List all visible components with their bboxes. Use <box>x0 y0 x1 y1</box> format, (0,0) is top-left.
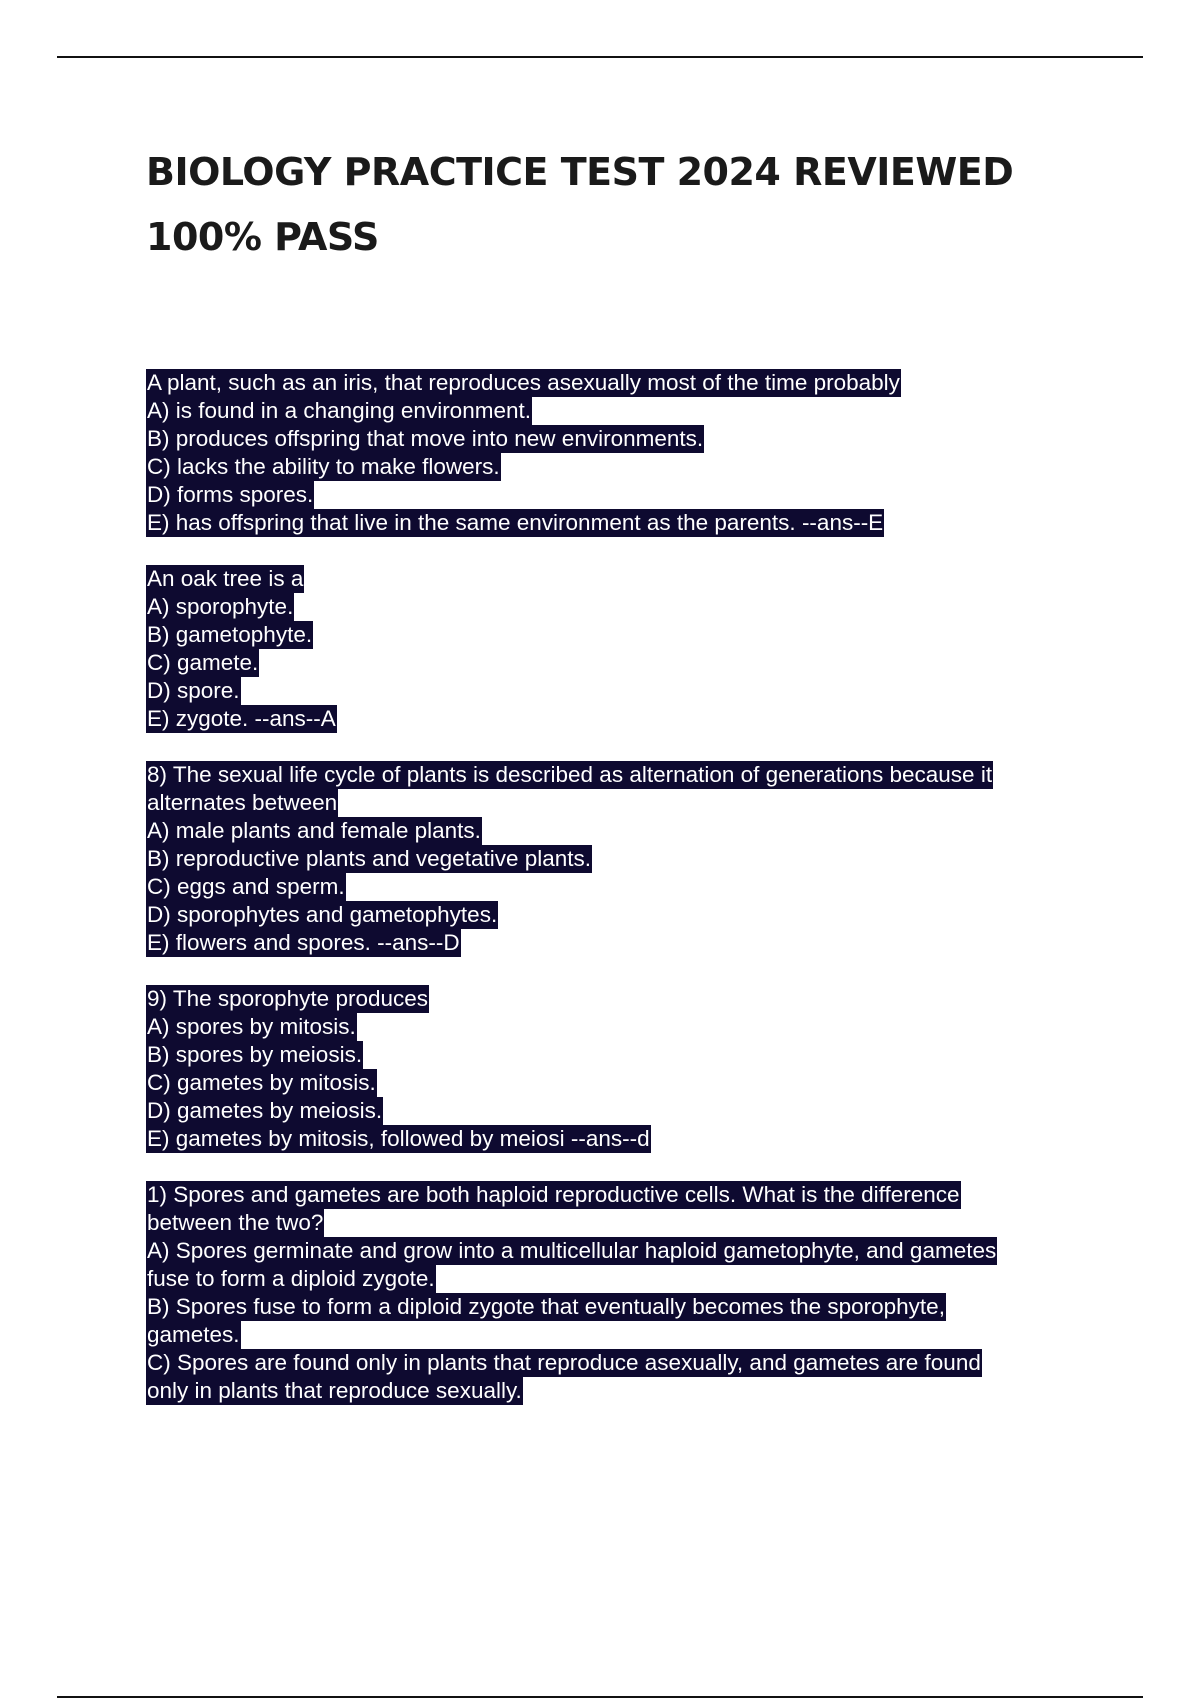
highlighted-text: A) is found in a changing environment. <box>147 398 531 423</box>
highlighted-text: alternates between <box>147 790 338 815</box>
highlighted-text: A) Spores germinate and grow into a multicellular haploid gametophyte, and gametes <box>147 1238 997 1263</box>
question-text-line <box>146 1013 1066 1041</box>
question-text-line <box>146 397 1066 425</box>
question-text-line <box>146 845 1066 873</box>
question-block <box>146 761 1066 957</box>
highlighted-text: D) sporophytes and gametophytes. <box>147 902 498 927</box>
highlighted-text: 1) Spores and gametes are both haploid reproductive cells. What is the difference <box>147 1182 960 1207</box>
question-text-line <box>146 1237 1066 1265</box>
highlighted-text: E) gametes by mitosis, followed by meiosi --ans--d <box>147 1126 650 1151</box>
question-text-line <box>146 425 1066 453</box>
highlighted-text: E) flowers and spores. --ans--D <box>147 930 460 955</box>
question-text-line <box>146 1377 1066 1405</box>
question-text-line <box>146 1265 1066 1293</box>
question-block <box>146 369 1066 537</box>
highlighted-text: E) zygote. --ans--A <box>147 706 336 731</box>
highlighted-text: between the two? <box>147 1210 324 1235</box>
question-text-line <box>146 1041 1066 1069</box>
highlighted-text: C) Spores are found only in plants that reproduce asexually, and gametes are found <box>147 1350 981 1375</box>
question-stem-line <box>146 565 1066 593</box>
question-stem-line <box>146 761 1066 789</box>
document-title <box>146 140 1046 270</box>
question-text-line <box>146 677 1066 705</box>
question-text-line <box>146 705 1066 733</box>
highlighted-text: C) gamete. <box>147 650 259 675</box>
question-text-line <box>146 621 1066 649</box>
title-line-2: 100% PASS <box>146 215 379 259</box>
highlighted-text: 8) The sexual life cycle of plants is described as alternation of generations because it <box>147 762 993 787</box>
question-text-line <box>146 453 1066 481</box>
highlighted-text: 9) The sporophyte produces <box>147 986 429 1011</box>
question-stem-line <box>146 369 1066 397</box>
questions-list <box>146 369 1066 1433</box>
highlighted-text: C) gametes by mitosis. <box>147 1070 376 1095</box>
question-text-line <box>146 1209 1066 1237</box>
question-stem-line <box>146 985 1066 1013</box>
question-text-line <box>146 509 1066 537</box>
highlighted-text: fuse to form a diploid zygote. <box>147 1266 435 1291</box>
question-text-line <box>146 481 1066 509</box>
highlighted-text: C) lacks the ability to make flowers. <box>147 454 500 479</box>
highlighted-text: A) spores by mitosis. <box>147 1014 356 1039</box>
highlighted-text: E) has offspring that live in the same environment as the parents. --ans--E <box>147 510 884 535</box>
question-text-line <box>146 789 1066 817</box>
question-text-line <box>146 817 1066 845</box>
highlighted-text: A) sporophyte. <box>147 594 294 619</box>
title-line-1: BIOLOGY PRACTICE TEST 2024 REVIEWED <box>146 150 1014 194</box>
question-block <box>146 985 1066 1153</box>
highlighted-text: A plant, such as an iris, that reproduces asexually most of the time probably <box>147 370 900 395</box>
highlighted-text: C) eggs and sperm. <box>147 874 345 899</box>
highlighted-text: B) Spores fuse to form a diploid zygote that eventually becomes the sporophyte, <box>147 1294 945 1319</box>
highlighted-text: D) gametes by meiosis. <box>147 1098 383 1123</box>
question-text-line <box>146 1349 1066 1377</box>
highlighted-text: D) spore. <box>147 678 240 703</box>
question-stem-line <box>146 1181 1066 1209</box>
question-text-line <box>146 873 1066 901</box>
question-text-line <box>146 649 1066 677</box>
question-text-line <box>146 1069 1066 1097</box>
highlighted-text: D) forms spores. <box>147 482 314 507</box>
highlighted-text: B) produces offspring that move into new environments. <box>147 426 704 451</box>
highlighted-text: B) reproductive plants and vegetative plants. <box>147 846 592 871</box>
highlighted-text: only in plants that reproduce sexually. <box>147 1378 522 1403</box>
highlighted-text: B) gametophyte. <box>147 622 313 647</box>
highlighted-text: An oak tree is a <box>147 566 304 591</box>
question-text-line <box>146 901 1066 929</box>
question-text-line <box>146 1125 1066 1153</box>
question-text-line <box>146 929 1066 957</box>
question-text-line <box>146 1321 1066 1349</box>
question-block <box>146 565 1066 733</box>
question-text-line <box>146 1097 1066 1125</box>
question-text-line <box>146 1293 1066 1321</box>
question-block <box>146 1181 1066 1405</box>
question-text-line <box>146 593 1066 621</box>
highlighted-text: B) spores by meiosis. <box>147 1042 363 1067</box>
bottom-rule <box>57 1696 1143 1698</box>
highlighted-text: A) male plants and female plants. <box>147 818 481 843</box>
top-rule <box>57 56 1143 58</box>
highlighted-text: gametes. <box>147 1322 240 1347</box>
